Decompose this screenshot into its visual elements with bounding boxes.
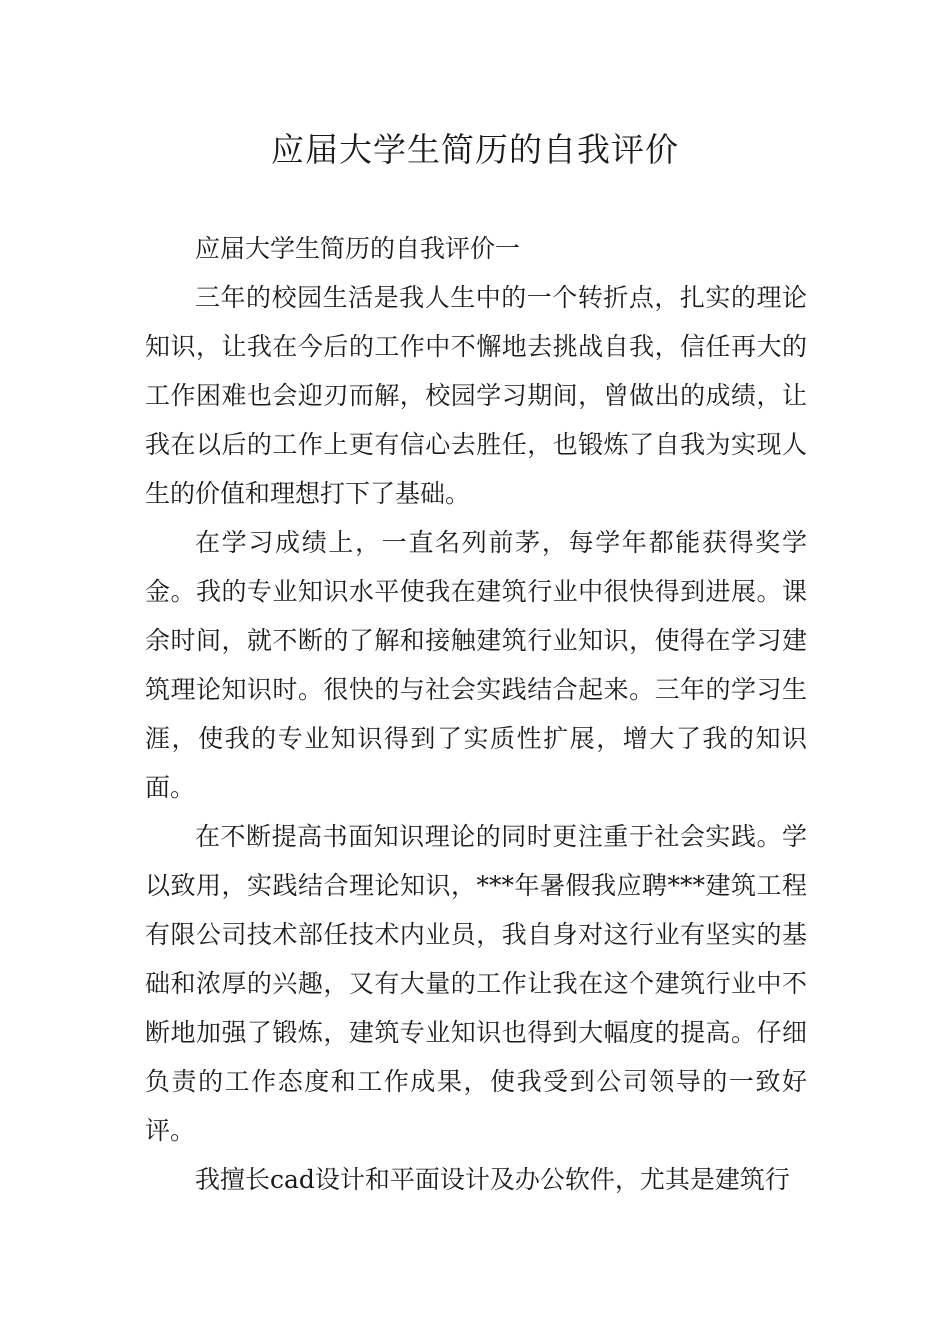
document-title: 应届大学生简历的自我评价: [271, 130, 679, 169]
paragraph: 在学习成绩上，一直名列前茅，每学年都能获得奖学金。我的专业知识水平使我在建筑行业中很快得到进展。课余时间，就不断的了解和接触建筑行业知识，使得在学习建筑理论知识时。很快的与社会实践结合起来。三年的学习生涯，使我的专业知识得到了实质性扩展，增大了我的知识面。: [145, 528, 807, 802]
paragraph: 三年的校园生活是我人生中的一个转折点，扎实的理论知识，让我在今后的工作中不懈地去挑战自我，信任再大的工作困难也会迎刃而解，校园学习期间，曾做出的成绩，让我在以后的工作上更有信心去胜任，也锻炼了自我为实现人生的价值和理想打下了基础。: [145, 283, 807, 508]
paragraph: 在不断提高书面知识理论的同时更注重于社会实践。学以致用，实践结合理论知识，***年暑假我应聘***建筑工程有限公司技术部任技术内业员，我自身对这行业有坚实的基础和浓厚的兴趣，又有大量的工作让我在这个建筑行业中不断地加强了锻炼，建筑专业知识也得到大幅度的提高。仔细负责的工作态度和工作成果，使我受到公司领导的一致好评。: [145, 822, 807, 1145]
section-heading: 应届大学生简历的自我评价一: [195, 234, 521, 263]
paragraph: 我擅长cad设计和平面设计及办公软件，尤其是建筑行: [195, 1165, 790, 1194]
document-body: [145, 224, 807, 1204]
